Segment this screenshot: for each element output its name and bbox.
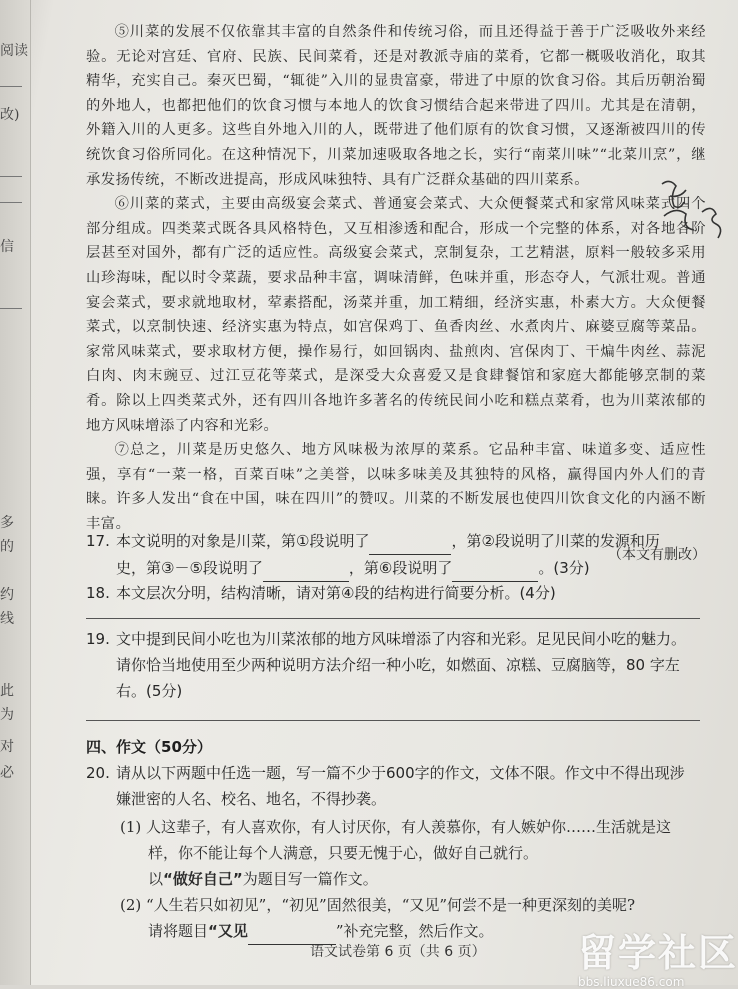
section-title: 四、作文（50分） — [86, 738, 212, 756]
paragraph-6: ⑥川菜的菜式，主要由高级宴会菜式、普通宴会菜式、大众便餐菜式和家常风味菜式四个部分组成。四类菜式既各具风格特色，又互相渗透和配合，形成一个完整的体系，对各地各阶层甚至对国外，都有广泛的适应性。高级宴会菜式，烹制复杂，工艺精湛，原料一般较多采用山珍海味，配以时令菜蔬，要求品种丰富，调味清鲜，色味并重，形态夺人，气派壮观。普通宴会菜式，要求就地取材，荤素搭配，汤菜并重，加工精细，经济实惠，朴素大方。大众便餐菜式，以烹制快速、经济实惠为特点，如宫保鸡丁、鱼香肉丝、水煮肉片、麻婆豆腐等菜品。家常风味菜式，要求取材方便，操作易行，如回锅肉、盐煎肉、宫保肉丁、干煸牛肉丝、蒜泥白肉、肉末豌豆、过江豆花等菜式，是深受大众喜爱又是食肆餐馆和家庭大都能够烹制的菜肴。除以上四类菜式外，还有四川各地许多著名的传统民间小吃和糕点菜肴，也为川菜浓郁的地方风味增添了内容和光彩。 — [86, 196, 706, 434]
question-18: 18. 本文层次分明，结构清晰，请对第④段的结构进行简要分析。(4分) — [86, 584, 556, 602]
paragraph-5: ⑤川菜的发展不仅依靠其丰富的自然条件和传统习俗，而且还得益于善于广泛吸收外来经验。无论对宫廷、官府、民族、民间菜肴，还是对教派寺庙的菜肴，它都一概吸收消化，取其精华，充实自己。秦灭巴蜀，“辄徙”入川的显贵富豪，带进了中原的饮食习俗。其后历朝治蜀的外地人，也都把他们的饮食习惯与本地人的饮食习惯结合起来带进了四川。尤其是在清朝，外籍入川的人更多。这些自外地入川的人，既带进了他们原有的饮食习惯，又逐渐被四川的传统饮食习俗所同化。在这种情况下，川菜加速吸取各地之长，实行“南菜川味”“北菜川烹”，继承发扬传统，不断改进提高，形成风味独特、具有广泛群众基础的四川菜系。 — [86, 24, 706, 188]
margin-line — [0, 308, 22, 309]
margin-fragment: 信 — [0, 239, 14, 255]
paragraph-7: ⑦总之，川菜是历史悠久、地方风味极为浓厚的菜系。它品种丰富、味道多变、适应性强，享有“一菜一格，百菜百味”之美誉，以味多味美及其独特的风格，赢得国内外人们的青睐。许多人发出“食在中国，味在四川”的赞叹。川菜的不断发展也使四川饮食文化的内涵不断丰富。 — [86, 442, 706, 532]
answer-line[interactable] — [86, 618, 700, 619]
answer-blank[interactable] — [263, 555, 349, 582]
margin-line — [0, 86, 22, 87]
margin-line — [0, 176, 22, 177]
handwritten-annotation — [650, 166, 730, 256]
margin-fragment: 多 — [0, 515, 14, 531]
watermark-url: bbs.liuxue86.com — [578, 975, 685, 989]
essay-option-2: (2) “人生若只如初见”，“初见”固然很美，“又见”何尝不是一种更深刻的美呢? 请将题目“又见 ”补充完整，然后作文。 — [120, 892, 710, 945]
page-footer: 语文试卷第 6 页（共 6 页） — [310, 944, 486, 960]
question-20: 20. 请从以下两题中任选一题，写一篇不少于600字的作文，文体不限。作文中不得出现涉 嫌泄密的人名、校名、地名，不得抄袭。 — [86, 764, 685, 808]
margin-fragment: 为 — [0, 707, 14, 723]
margin-fragment: 线 — [0, 611, 14, 627]
margin-fragment: 必 — [0, 765, 14, 781]
answer-blank[interactable] — [369, 528, 451, 555]
margin-line — [0, 202, 22, 203]
answer-blank[interactable] — [452, 555, 538, 582]
essay-option-1: (1) 人这辈子，有人喜欢你，有人讨厌你，有人羡慕你，有人嫉妒你……生活就是这 样，你不能让每个人满意，只要无愧于心，做好自己就行。 以“做好自己”为题目写一篇作文。 — [120, 818, 672, 888]
question-17: 17. 本文说明的对象是川菜，第①段说明了 ，第②段说明了川菜的发源和历 史，第③－⑤段说明了 ，第⑥段说明了 。(3分) — [86, 528, 706, 582]
reading-passage — [86, 20, 706, 566]
watermark-logo: 留学社区 — [578, 931, 738, 975]
answer-line[interactable] — [86, 720, 700, 721]
margin-fragment: 此 — [0, 683, 14, 699]
question-19: 19. 文中提到民间小吃也为川菜浓郁的地方风味增添了内容和光彩。足见民间小吃的魅力。 请你恰当地使用至少两种说明方法介绍一种小吃，如燃面、凉糕、豆腐脑等，80 字左 右。(5分) — [86, 630, 687, 700]
left-margin-strip — [0, 0, 31, 985]
margin-fragment: 改) — [0, 107, 20, 123]
margin-fragment: 阅读 — [0, 43, 28, 59]
margin-fragment: 的 — [0, 539, 14, 555]
site-watermark — [578, 922, 738, 989]
margin-fragment: 约 — [0, 587, 14, 603]
margin-fragment: 对 — [0, 739, 14, 755]
source-note: （本文有删改） — [608, 547, 706, 564]
